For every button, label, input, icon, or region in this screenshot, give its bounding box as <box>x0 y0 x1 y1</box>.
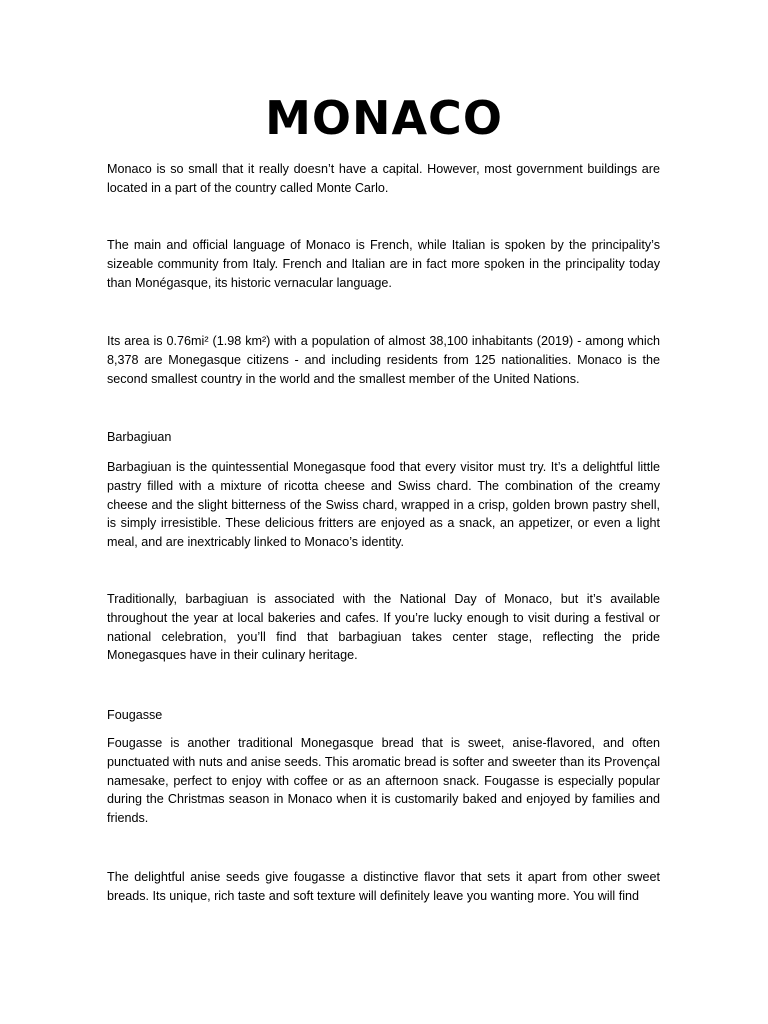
paragraph-language: The main and official language of Monaco is French, while Italian is spoken by the principality’s sizeable community from Italy. French and Italian are in fact more spoken in the principality today than Monégasque, its historic vernacular language. <box>107 238 660 290</box>
section-heading-barbagiuan: Barbagiuan <box>107 430 172 444</box>
section-heading-fougasse: Fougasse <box>107 708 163 722</box>
paragraph-barbagiuan-tradition: Traditionally, barbagiuan is associated with the National Day of Monaco, but it’s available throughout the year at local bakeries and cafes. If you’re lucky enough to visit during a festival or national celebration, you’ll find that barbagiuan takes center stage, reflecting the pride Monegasques have in their culinary heritage. <box>107 592 660 663</box>
page-title: MONACO <box>265 91 503 145</box>
paragraph-area-population: Its area is 0.76mi² (1.98 km²) with a population of almost 38,100 inhabitants (2019) - among which 8,378 are Monegasque citizens - and including residents from 125 nationalities. Monaco is the second smallest country in the world and the smallest member of the United Nations. <box>107 334 660 386</box>
paragraph-barbagiuan-description: Barbagiuan is the quintessential Monegasque food that every visitor must try. It’s a delightful little pastry filled with a mixture of ricotta cheese and Swiss chard. The combination of the creamy cheese and the slight bitterness of the Swiss chard, wrapped in a crisp, golden brown pastry shell, is simply irresistible. These delicious fritters are enjoyed as a snack, an appetizer, or even a light meal, and are inextricably linked to Monaco’s identity. <box>107 460 660 550</box>
paragraph-capital: Monaco is so small that it really doesn’t have a capital. However, most government buildings are located in a part of the country called Monte Carlo. <box>107 162 660 195</box>
paragraph-fougasse-flavor: The delightful anise seeds give fougasse a distinctive flavor that sets it apart from other sweet breads. Its unique, rich taste and soft texture will definitely leave you wanting more. You will find <box>107 870 660 903</box>
paragraph-fougasse-description: Fougasse is another traditional Monegasque bread that is sweet, anise-flavored, and often punctuated with nuts and anise seeds. This aromatic bread is softer and sweeter than its Provençal namesake, perfect to enjoy with coffee or as an afternoon snack. Fougasse is especially popular during the Christmas season in Monaco when it is customarily baked and enjoyed by families and friends. <box>107 736 660 826</box>
